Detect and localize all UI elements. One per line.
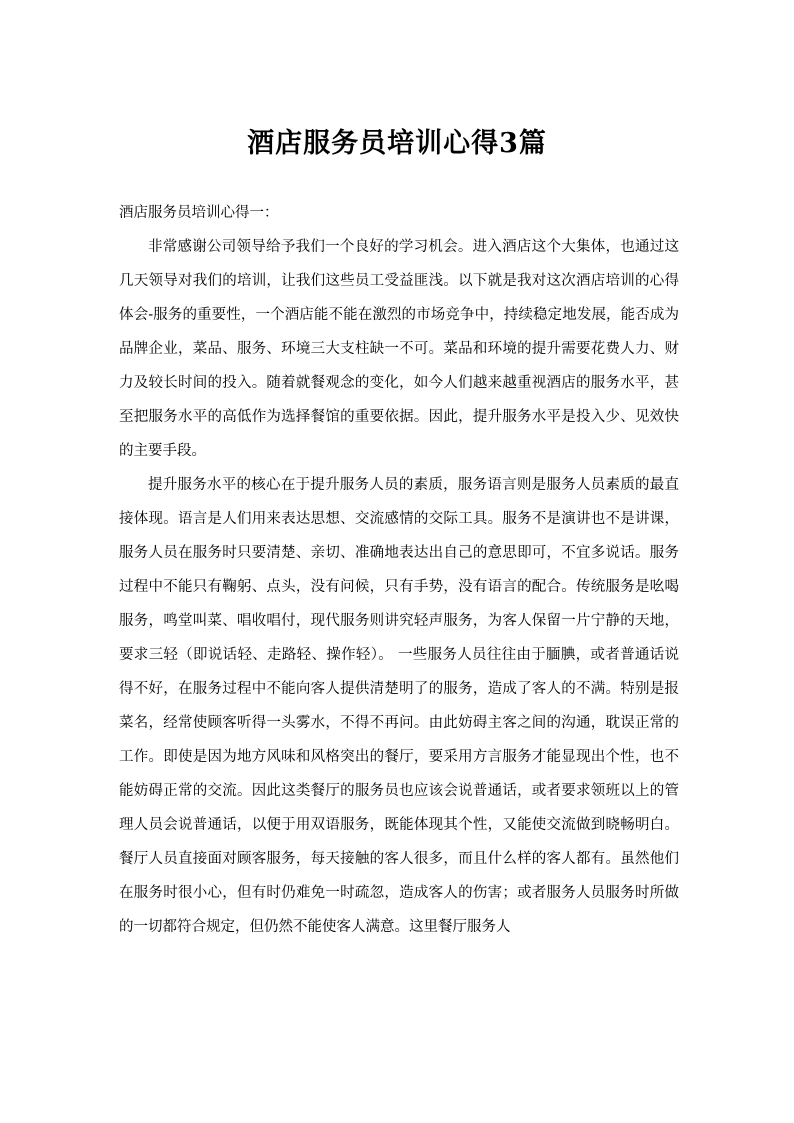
paragraph-2: 提升服务水平的核心在于提升服务人员的素质，服务语言则是服务人员素质的最直接体现。语言是人们用来表达思想、交流感情的交际工具。服务不是演讲也不是讲课，服务人员在服务时只要清楚、亲切、准确地表达出自己的意思即可，不宜多说话。服务过程中不能只有鞠躬、点头，没有问候，只有手势，没有语言的配合。传统服务是吆喝服务，鸣堂叫菜、唱收唱付，现代服务则讲究轻声服务，为客人保留一片宁静的天地，要求三轻（即说话轻、走路轻、操作轻）。 一些服务人员往往由于腼腆，或者普通话说得不好，在服务过程中不能向客人提供清楚明了的服务，造成了客人的不满。特别是报菜名，经常使顾客听得一头雾水，不得不再问。由此妨碍主客之间的沟通，耽误正常的工作。即使是因为地方风味和风格突出的餐厅，要采用方言服务才能显现出个性，也不能妨碍正常的交流。因此这类餐厅的服务员也应该会说普通话，或者要求领班以上的管理人员会说普通话，以便于用双语服务，既能体现其个性，又能使交流做到晓畅明白。餐厅人员直接面对顾客服务，每天接触的客人很多，而且什么样的客人都有。虽然他们在服务时很小心，但有时仍难免一时疏忽，造成客人的伤害；或者服务人员服务时所做的一切都符合规定，但仍然不能使客人满意。这里餐厅服务人 [119, 477, 679, 935]
section-subtitle: 酒店服务员培训心得一： [119, 205, 279, 221]
paragraph-1: 非常感谢公司领导给予我们一个良好的学习机会。进入酒店这个大集体，也通过这几天领导对我们的培训，让我们这些员工受益匪浅。以下就是我对这次酒店培训的心得体会-服务的重要性，一个酒店能不能在激烈的市场竞争中，持续稳定地发展，能否成为品牌企业，菜品、服务、环境三大支柱缺一不可。菜品和环境的提升需要花费人力、财力及较长时间的投入。随着就餐观念的变化，如今人们越来越重视酒店的服务水平，甚至把服务水平的高低作为选择餐馆的重要依据。因此，提升服务水平是投入少、见效快的主要手段。 [119, 239, 679, 459]
document-body [119, 196, 679, 944]
document-title: 酒店服务员培训心得3篇 [247, 128, 547, 159]
